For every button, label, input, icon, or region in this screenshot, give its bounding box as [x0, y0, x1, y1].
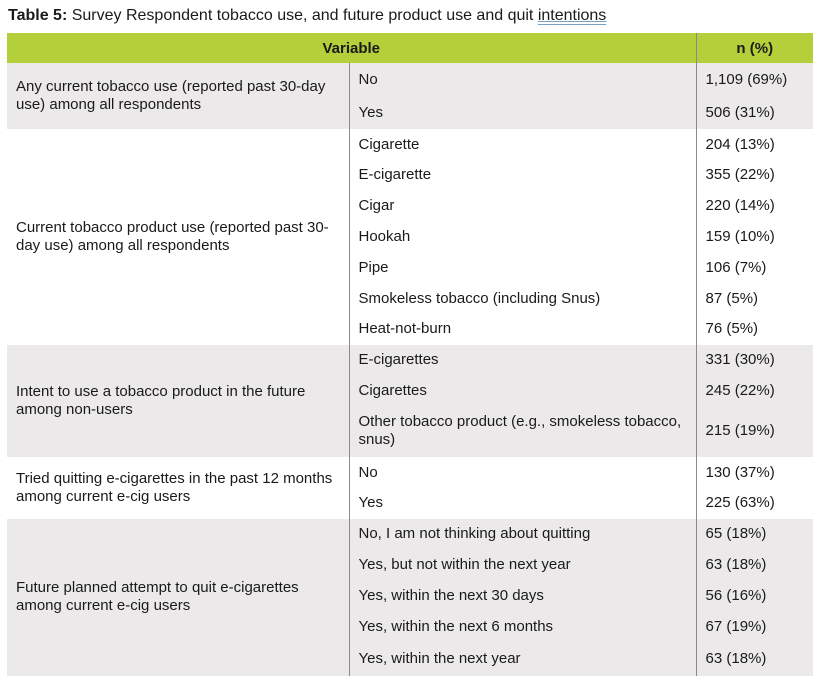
count-cell: 215 (19%)	[696, 406, 813, 457]
count-cell: 1,109 (69%)	[696, 63, 813, 97]
count-cell: 63 (18%)	[696, 642, 813, 676]
table-row	[7, 518, 813, 549]
group-label: Current tobacco product use (reported past 30-day use) among all respondents	[7, 129, 349, 344]
option-cell: Hookah	[349, 221, 696, 253]
option-cell: Yes, within the next 6 months	[349, 612, 696, 642]
table-header-row	[7, 33, 813, 63]
option-cell: E-cigarette	[349, 160, 696, 190]
option-cell: Yes, but not within the next year	[349, 549, 696, 580]
table-row	[7, 344, 813, 375]
count-cell: 63 (18%)	[696, 549, 813, 580]
option-cell: Yes	[349, 97, 696, 129]
option-cell: Cigarettes	[349, 375, 696, 406]
count-cell: 56 (16%)	[696, 580, 813, 612]
group-label: Tried quitting e-cigarettes in the past 12 months among current e-cig users	[7, 457, 349, 518]
option-cell: E-cigarettes	[349, 344, 696, 375]
group-label: Future planned attempt to quit e-cigarettes among current e-cig users	[7, 518, 349, 676]
count-cell: 245 (22%)	[696, 375, 813, 406]
count-cell: 220 (14%)	[696, 190, 813, 221]
table-row	[7, 63, 813, 97]
count-cell: 331 (30%)	[696, 344, 813, 375]
table-body	[7, 63, 813, 676]
table-caption	[8, 6, 606, 26]
caption-text: Survey Respondent tobacco use, and future product use and quit	[67, 7, 538, 24]
group-label: Any current tobacco use (reported past 30-day use) among all respondents	[7, 63, 349, 129]
table-row	[7, 457, 813, 488]
count-cell: 130 (37%)	[696, 457, 813, 488]
option-cell: No	[349, 63, 696, 97]
count-cell: 204 (13%)	[696, 129, 813, 160]
count-cell: 106 (7%)	[696, 253, 813, 283]
option-cell: Cigarette	[349, 129, 696, 160]
header-n: n (%)	[696, 33, 813, 63]
caption-underlined-word: intentions	[537, 7, 607, 24]
option-cell: Heat-not-burn	[349, 314, 696, 344]
count-cell: 65 (18%)	[696, 518, 813, 549]
survey-table	[7, 33, 813, 676]
option-cell: Yes, within the next year	[349, 642, 696, 676]
option-cell: No	[349, 457, 696, 488]
option-cell: Other tobacco product (e.g., smokeless tobacco, snus)	[349, 406, 696, 457]
count-cell: 87 (5%)	[696, 283, 813, 314]
option-cell: Smokeless tobacco (including Snus)	[349, 283, 696, 314]
count-cell: 506 (31%)	[696, 97, 813, 129]
count-cell: 225 (63%)	[696, 488, 813, 518]
option-cell: No, I am not thinking about quitting	[349, 518, 696, 549]
group-label: Intent to use a tobacco product in the future among non-users	[7, 344, 349, 457]
table-row	[7, 129, 813, 160]
count-cell: 76 (5%)	[696, 314, 813, 344]
header-variable: Variable	[7, 33, 696, 63]
option-cell: Pipe	[349, 253, 696, 283]
option-cell: Yes	[349, 488, 696, 518]
option-cell: Yes, within the next 30 days	[349, 580, 696, 612]
caption-label: Table 5:	[8, 7, 68, 24]
option-cell: Cigar	[349, 190, 696, 221]
count-cell: 159 (10%)	[696, 221, 813, 253]
count-cell: 355 (22%)	[696, 160, 813, 190]
count-cell: 67 (19%)	[696, 612, 813, 642]
